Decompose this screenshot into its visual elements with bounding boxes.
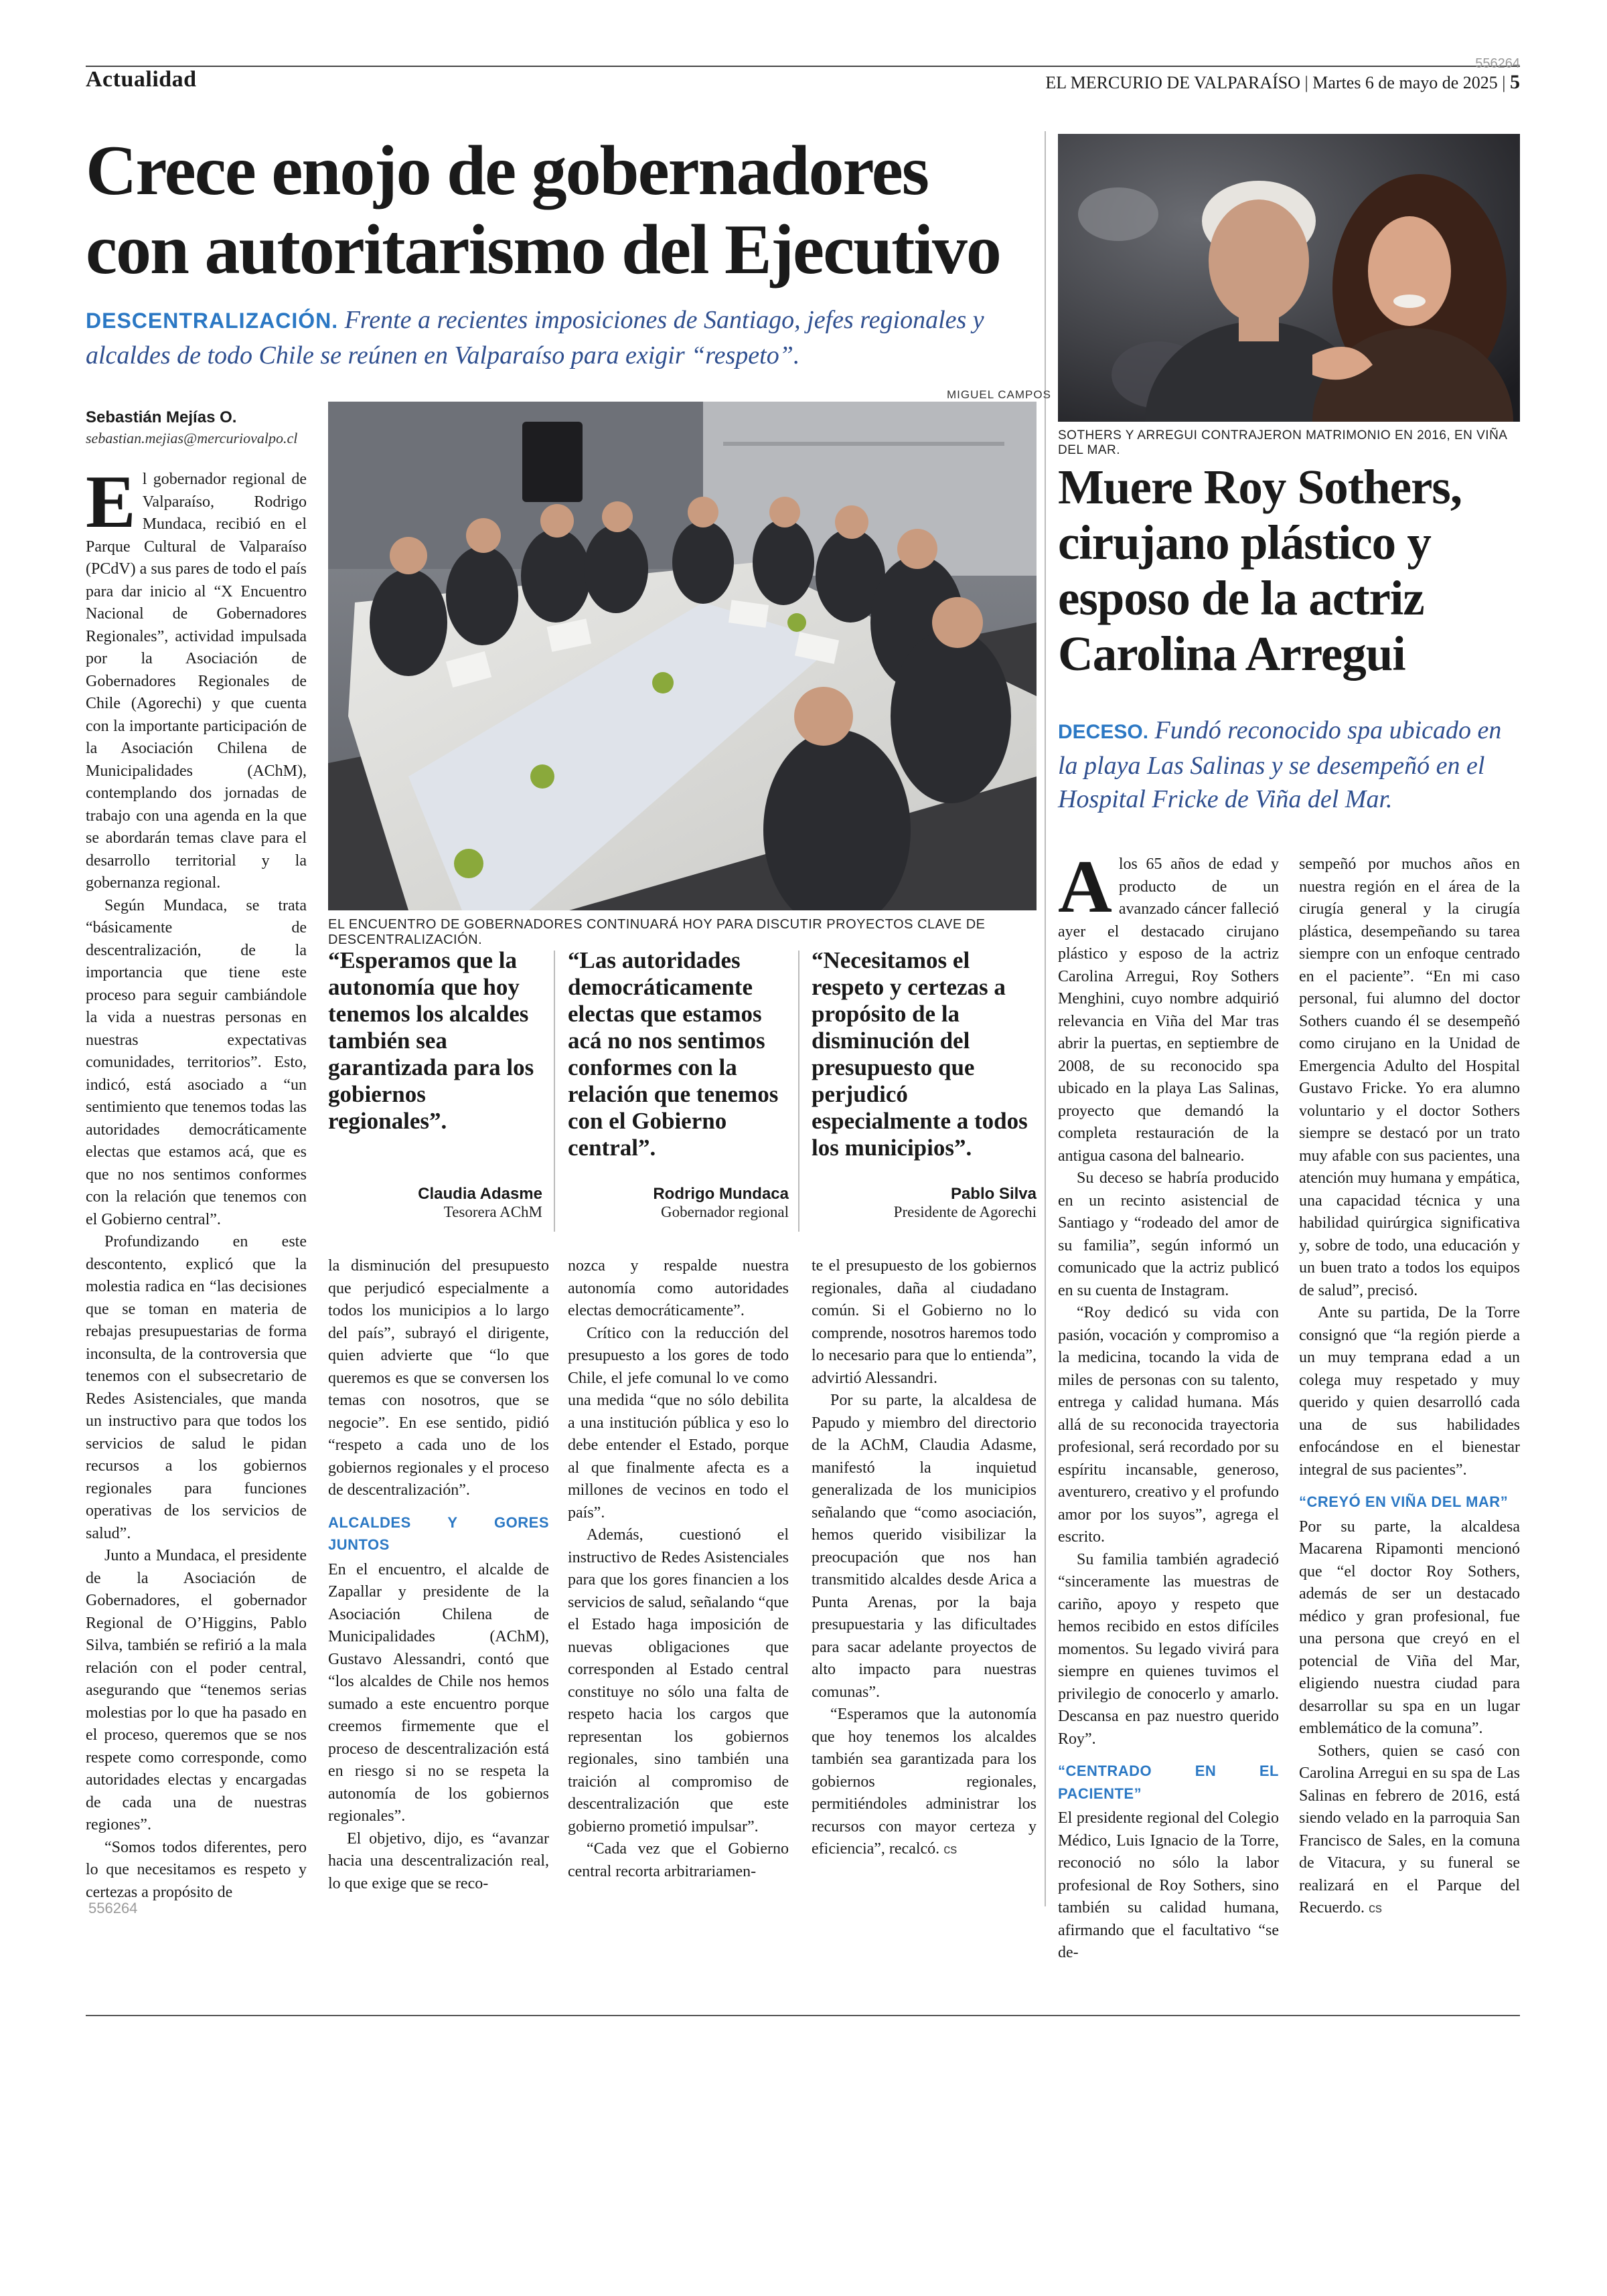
main-paragraph: Crítico con la reducción del presupuesto a los gores de todo Chile, el jefe comunal lo ve como una medida “que no sólo debilita a una institución pública y eso lo debe entender el Estado, porque al que finalmente afecta es a millones de vecinos en todo el país”.	[568, 1324, 789, 1522]
end-mark-icon: cs	[1368, 1901, 1382, 1916]
main-paragraph: Según Mundaca, se trata “básicamente de descentralización, de la importancia que tiene este proceso para seguir cambiándole la vida a nuestras personas en nuestras expectativas comunidades, territorios”. Esto, indicó, está asociado a “un sentimiento que tenemos todas las autoridades democráticamente electas que estamos acá, que es que no nos sentimos conformes con la relación que tenemos con el Gobierno central”.	[86, 896, 307, 1228]
main-paragraph: Por su parte, la alcaldesa de Papudo y miembro del directorio de la AChM, Claudia Adasme, manifestó la inquietud generalizada de los municipios señalando que “como asociación, hemos querido visibilizar la preocupación que nos han transmitido alcaldes desde Arica a Punta Arenas, por la baja presupuestaria y las dificultades para sacar adelante proyectos de alto impacto para nuestras comunas”.	[812, 1392, 1037, 1701]
pull-quote-attribution	[568, 1185, 789, 1221]
side-deck-text: Fundó reconocido spa ubicado en la playa Las Salinas y se desempeñó en el Hospital Fricke de Viña del Mar.	[1058, 716, 1502, 813]
side-dropcap: A	[1058, 845, 1112, 928]
quote-divider	[798, 951, 799, 1232]
side-subhead: “CENTRADO EN EL PACIENTE”	[1058, 1762, 1279, 1802]
serial-number-top: 556264	[1475, 56, 1520, 71]
side-paragraph: Su familia también agradeció “sinceramente las muestras de cariño, apoyo y respeto que hemos recibido en estos difíciles momentos. Su legado vivirá para siempre en quienes tuvimos el privilegio de conocerlo y amarlo. Descansa en paz nuestro querido Roy”.	[1058, 1550, 1279, 1748]
pull-quote-role: Presidente de Agorechi	[893, 1204, 1037, 1220]
section-label: Actualidad	[86, 67, 197, 92]
top-rule	[86, 66, 1520, 67]
pull-quote-attribution	[812, 1185, 1037, 1221]
side-paragraph: Alos 65 años de edad y producto de un avanzado cáncer falleció ayer el destacado cirujano plástico y esposo de la actriz Carolina Arregui, Roy Sothers Menghini, cuyo nombre adquirió relevancia en Viña del Mar tras abrir la puertas, en septiembre de 2008, de su reconocido spa ubicado en la playa Las Salinas, proyecto que demandó la completa restauración de la antigua casona del balneario.	[1058, 845, 1279, 1165]
main-paragraph: “Somos todos diferentes, pero lo que necesitamos es respeto y certezas a propósito de	[86, 1838, 307, 1901]
couple-photo	[1058, 134, 1520, 422]
main-dropcap: E	[86, 461, 136, 544]
pull-quote-role: Tesorera AChM	[443, 1204, 542, 1220]
pull-quote-role: Gobernador regional	[661, 1204, 789, 1220]
masthead-info: EL MERCURIO DE VALPARAÍSO | Martes 6 de mayo de 2025 | 5	[1045, 71, 1520, 93]
pull-quote-name: Rodrigo Mundaca	[653, 1185, 789, 1203]
author-name: Sebastián Mejías O.	[86, 408, 237, 426]
main-body-column-4	[812, 1255, 1037, 1862]
author-email: sebastian.mejias@mercuriovalpo.cl	[86, 430, 298, 446]
main-paragraph: El gobernador regional de Valparaíso, Rodrigo Mundaca, recibió en el Parque Cultural de Valparaíso (PCdV) a sus pares de todo el país para dar inicio al “X Encuentro Nacional de Gobernadores Regionales”, actividad impulsada por la Asociación de Gobernadores Regionales de Chile (Agorechi) y que cuenta con la importante participación de la Asociación Chilena de Municipalidades (AChM), contemplando dos jornadas de trabajo con una agenda en la que se abordarán temas clave para el desarrollo territorial y la gobernanza regional.	[86, 461, 307, 892]
main-paragraph: nozca y respalde nuestra autonomía como autoridades electas democráticamente”.	[568, 1257, 789, 1319]
pull-quote	[812, 947, 1037, 1161]
main-paragraph: “Esperamos que la autonomía que hoy tenemos los alcaldes también sea garantizada para los gobiernos regionales, permitiéndoles administrar los recursos con mayor certeza y eficiencia”, recalcó. cs	[812, 1706, 1037, 1858]
pull-quote-name: Pablo Silva	[950, 1185, 1037, 1203]
side-paragraph: El presidente regional del Colegio Médico, Luis Ignacio de la Torre, reconoció no sólo la labor profesional de Roy Sothers, sino también su calidad humana, afirmando que el facultativo “se de-	[1058, 1809, 1279, 1961]
pull-quote-text: “Las autoridades democráticamente electas que estamos acá no nos sentimos conformes con la relación que tenemos con el Gobierno central”.	[568, 947, 779, 1161]
side-subhead: “CREYÓ EN VIÑA DEL MAR”	[1299, 1493, 1509, 1510]
side-kicker: DECESO.	[1058, 721, 1149, 743]
pull-quote-text: “Necesitamos el respeto y certezas a propósito de la disminución del presupuesto que perjudicó especialmente a todos los municipios”.	[812, 947, 1028, 1161]
side-paragraph: Sothers, quien se casó con Carolina Arregui en su spa de Las Salinas en febrero de 2016, está siendo velado en la parroquia San Francisco de Sales, en la comuna de Vitacura, y su funeral se realizará en el Parque del Recuerdo. cs	[1299, 1742, 1520, 1916]
side-deck	[1058, 714, 1520, 816]
side-paragraph: Su deceso se habría producido en un recinto asistencial de Santiago y “rodeado del amor de su familia”, según informó un comunicado que la actriz publicó en su cuenta de Instagram.	[1058, 1169, 1279, 1299]
couple-photo-caption: SOTHERS Y ARREGUI CONTRAJERON MATRIMONIO EN 2016, EN VIÑA DEL MAR.	[1058, 428, 1507, 457]
main-deck-text: Frente a recientes imposiciones de Santiago, jefes regionales y alcaldes de todo Chile se reúnen en Valparaíso para exigir “respeto”.	[86, 306, 984, 370]
photo-credit: MIGUEL CAMPOS	[947, 388, 1051, 401]
couple-photo-image	[1058, 134, 1520, 422]
publication-date: Martes 6 de mayo de 2025	[1312, 73, 1498, 92]
main-paragraph: te el presupuesto de los gobiernos regionales, daña al ciudadano común. Si el Gobierno no lo comprende, nosotros haremos todo lo necesario para que lo entienda”, advirtió Alessandri.	[812, 1257, 1037, 1387]
pull-quote	[328, 947, 542, 1135]
main-paragraph: la disminución del presupuesto que perjudicó especialmente a todos los municipios a lo largo del país”, subrayó el dirigente, quien advierte que “lo que queremos es que se conversen los temas con nosotros, que se negocie”. En ese sentido, pidió “respeto a cada uno de los gobiernos regionales y el proceso de descentralización”.	[328, 1257, 549, 1499]
main-paragraph: Profundizando en este descontento, explicó que la molestia radica en “las decisiones que se toman en materia de rebajas presupuestarias de forma inconsulta, de la controversia que tenemos con el subsecretario de Redes Asistenciales, que manda un instructivo para que todos los servicios de salud le pidan recursos a los gobiernos regionales para funciones operativas de los servicios de salud”.	[86, 1233, 307, 1542]
main-paragraph: Además, cuestionó el instructivo de Redes Asistenciales para que los gores financien a los servicios de salud, señalando “que el Estado haga imposición de nuevas obligaciones que corresponden al Estado central constituye no sólo una falta de respeto hacia los cargos que representan los gobiernos regionales, sino también una traición al compromiso de descentralización que este gobierno prometió impulsar”.	[568, 1526, 789, 1835]
main-deck	[86, 303, 1037, 373]
side-body-column-2	[1299, 853, 1520, 1920]
main-paragraph: El objetivo, dijo, es “avanzar hacia una descentralización real, lo que exige que se reco-	[328, 1829, 549, 1892]
meeting-photo-caption: EL ENCUENTRO DE GOBERNADORES CONTINUARÁ HOY PARA DISCUTIR PROYECTOS CLAVE DE DESCENTRALIZACIÓN.	[328, 917, 986, 947]
pull-quote-text: “Esperamos que la autonomía que hoy tenemos los alcaldes también sea garantizada para los gobiernos regionales”.	[328, 947, 534, 1134]
main-headline: Crece enojo de gobernadores con autoritarismo del Ejecutivo	[86, 131, 1000, 289]
side-paragraph: “Roy dedicó su vida con pasión, vocación y compromiso a la medicina, tocando la vida de miles de personas con su talento, entrega y calidad humana. Más allá de su reconocida trayectoria profesional, será recordado por su espíritu incansable, generoso, aventurero, creativo y el profundo amor por los suyos”, agrega el escrito.	[1058, 1304, 1279, 1546]
side-paragraph: sempeñó por muchos años en nuestra región en el área de la cirugía general y la cirugía plástica, desempeñando su tarea siempre con un enfoque centrado en el paciente”. “En mi caso personal, fui alumno del doctor Sothers cuando él se desempeñó como cirujano en la Unidad de Emergencia Adulto del Hospital Gustavo Fricke. Yo era alumno voluntario y el doctor Sothers siempre se destacó por un trato muy afable con sus pacientes, una atención muy humana y empática, una capacidad técnica y una habilidad quirúrgica significativa y, sobre de todo, una educación y un buen trato a todos los equipos de salud”, precisó.	[1299, 855, 1520, 1299]
main-body-column-2	[328, 1255, 549, 1895]
main-subhead: ALCALDES Y GORES JUNTOS	[328, 1513, 549, 1553]
meeting-photo-image	[328, 402, 1037, 910]
main-paragraph: En el encuentro, el alcalde de Zapallar y presidente de la Asociación Chilena de Municipalidades (AChM), Gustavo Alessandri, contó que “los alcaldes de Chile nos hemos sumado a este encuentro porque creemos firmemente que el proceso de descentralización está en riesgo si no se respeta la autonomía de los gobiernos regionales”.	[328, 1560, 549, 1825]
side-body-column-1	[1058, 845, 1279, 1965]
main-body-column-3	[568, 1255, 789, 1883]
bottom-rule	[86, 2015, 1520, 2016]
pull-quote-name: Claudia Adasme	[418, 1185, 542, 1203]
main-kicker: DESCENTRALIZACIÓN.	[86, 309, 339, 333]
serial-number-bottom: 556264	[88, 1900, 138, 1916]
publication-name: EL MERCURIO DE VALPARAÍSO	[1045, 73, 1301, 92]
main-paragraph: “Cada vez que el Gobierno central recorta arbitrariamen-	[568, 1840, 789, 1880]
side-paragraph: Ante su partida, De la Torre consignó que “la región pierde a un muy temprana edad a un colega muy respetado y muy querido y quien desarrolló cada una de sus habilidades enfocándose en el bienestar integral de sus pacientes”.	[1299, 1304, 1520, 1479]
pull-quote-attribution	[328, 1185, 542, 1221]
pull-quote	[568, 947, 789, 1161]
meeting-photo	[328, 402, 1037, 910]
side-paragraph: Por su parte, la alcaldesa Macarena Ripamonti mencionó que “el doctor Roy Sothers, además de ser un destacado médico y gran profesional, fue una persona que creyó en el potencial de Viña del Mar, eligiendo nuestra ciudad para desarrollar su spa en un lugar emblemático de la comuna”.	[1299, 1518, 1520, 1737]
end-mark-icon: cs	[943, 1842, 958, 1857]
main-paragraph: Junto a Mundaca, el presidente de la Asociación de Gobernadores, el gobernador Regional de O’Higgins, Pablo Silva, también se refirió a la mala relación con el poder central, asegurando que “tenemos serias molestias por lo que ha pasado en el proceso, queremos que se nos respete como corresponde, como autoridades electas y encargadas de cada una de nuestras regiones”.	[86, 1547, 307, 1833]
page-number: 5	[1510, 71, 1520, 93]
main-body-column-1	[86, 461, 307, 1904]
quote-divider	[554, 951, 555, 1232]
side-headline: Muere Roy Sothers, cirujano plástico y esposo de la actriz Carolina Arregui	[1058, 460, 1462, 681]
